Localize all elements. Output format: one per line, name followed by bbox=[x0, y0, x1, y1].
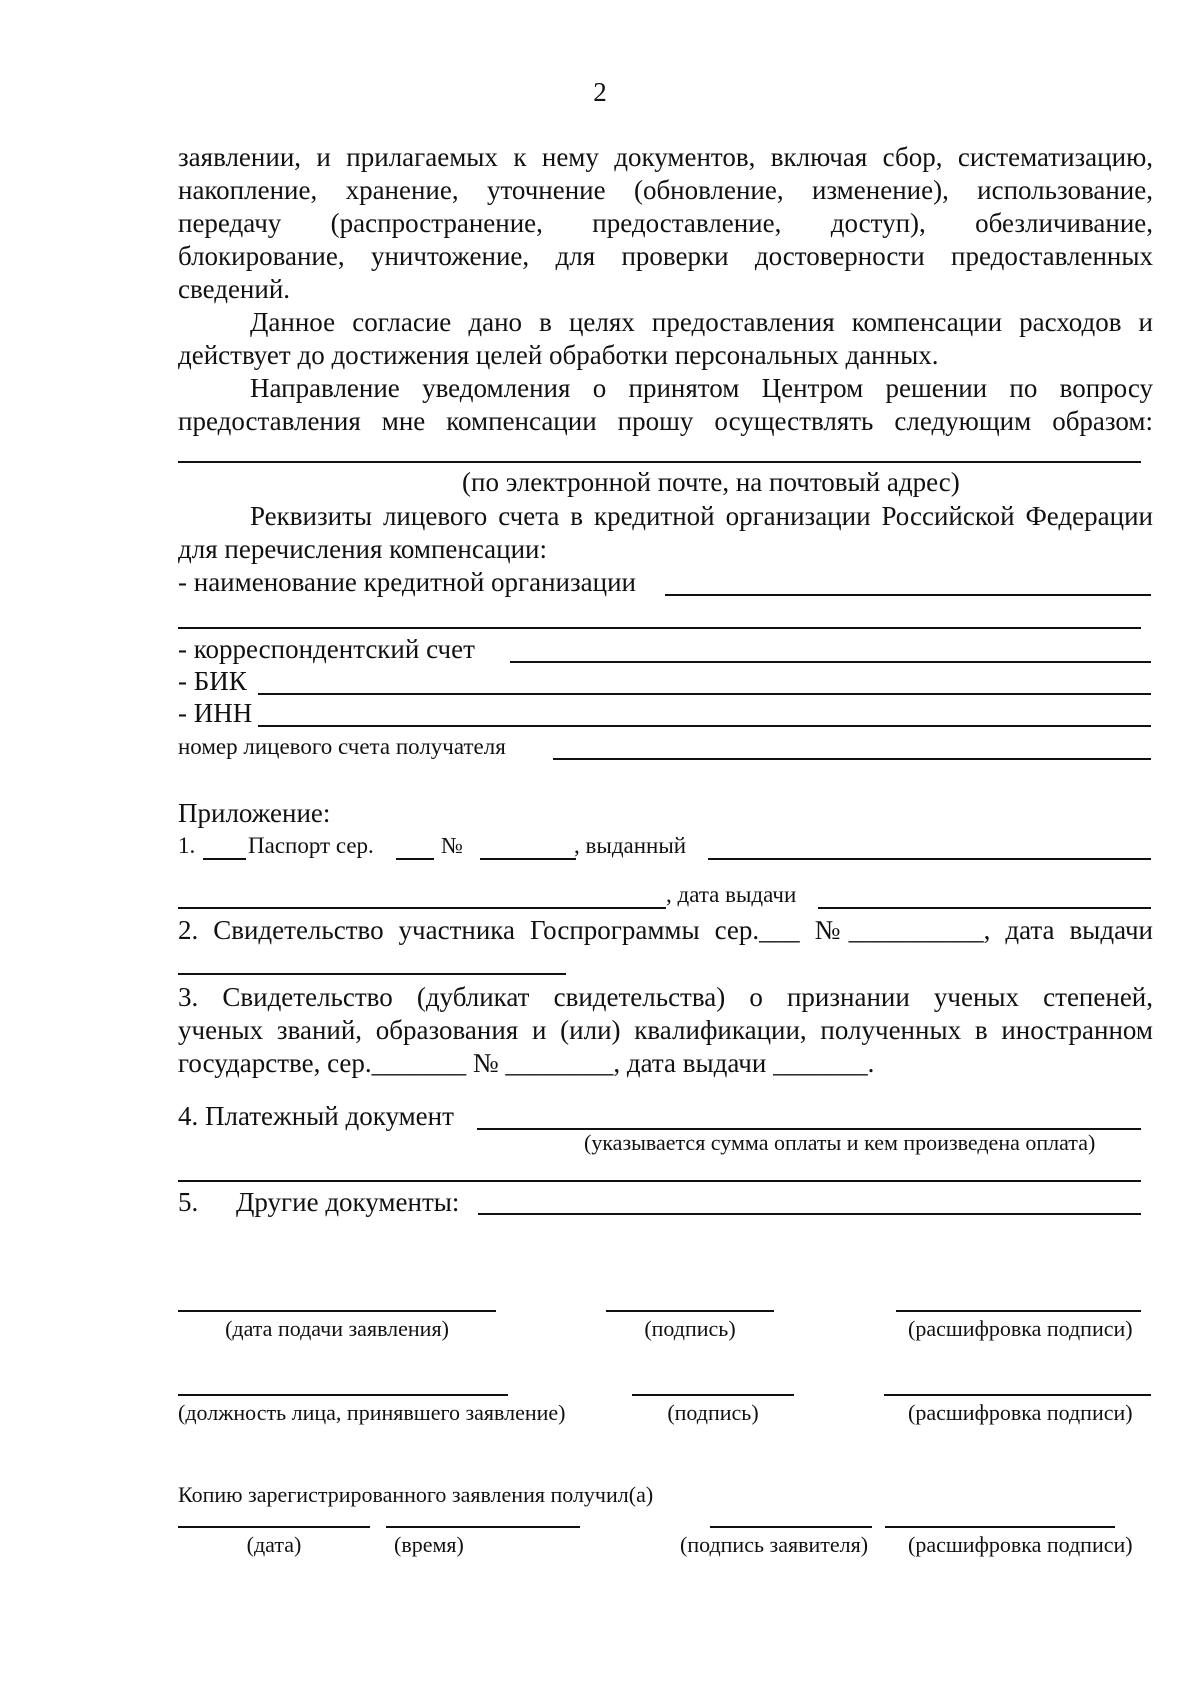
official-transcript-line[interactable] bbox=[884, 1394, 1151, 1396]
applicant-transcript-caption: (расшифровка подписи) bbox=[908, 1532, 1133, 1557]
appendix-item3-line: 3. Свидетельство (дубликат свидетельства) о признании ученых степеней, bbox=[178, 982, 1153, 1012]
official-position-caption: (должность лица, принявшего заявление) bbox=[178, 1400, 566, 1425]
passport-issued-field-continued[interactable] bbox=[178, 907, 666, 909]
receipt-date-caption: (дата) bbox=[246, 1532, 302, 1557]
signature-line[interactable] bbox=[606, 1310, 774, 1312]
receipt-date-line[interactable] bbox=[178, 1526, 370, 1528]
submission-date-line[interactable] bbox=[178, 1310, 496, 1312]
body-line: блокирование, уничтожение, для проверки достоверности предоставленных bbox=[178, 241, 1153, 271]
other-documents-field[interactable] bbox=[478, 1213, 1141, 1215]
signature-transcript-line[interactable] bbox=[896, 1310, 1141, 1312]
appendix-item2: 2. Свидетельство участника Госпрограммы сер.___ №__________, дата выдачи bbox=[178, 915, 1153, 945]
other-documents-label: Другие документы: bbox=[236, 1187, 460, 1217]
bank-name-field[interactable] bbox=[665, 594, 1151, 596]
body-line: заявлении, и прилагаемых к нему документов, включая сбор, систематизацию, bbox=[178, 142, 1153, 172]
signature-caption: (подпись) bbox=[644, 1316, 736, 1341]
receipt-time-line[interactable] bbox=[386, 1526, 580, 1528]
requisites-line: для перечисления компенсации: bbox=[178, 534, 548, 564]
notify-line: предоставления мне компенсации прошу осуществлять следующим образом: bbox=[178, 406, 1153, 436]
passport-series-label: Паспорт сер. bbox=[248, 833, 374, 858]
passport-issued-label: , выданный bbox=[574, 833, 687, 858]
notify-method-field[interactable] bbox=[178, 461, 1141, 463]
corr-account-label: - корреспондентский счет bbox=[178, 634, 475, 664]
applicant-signature-caption: (подпись заявителя) bbox=[680, 1532, 869, 1557]
appendix-item1-blank[interactable] bbox=[203, 858, 246, 860]
submission-date-caption: (дата подачи заявления) bbox=[225, 1316, 449, 1341]
consent-line: Данное согласие дано в целях предоставления компенсации расходов и bbox=[250, 307, 1153, 337]
official-signature-caption: (подпись) bbox=[667, 1400, 759, 1425]
bank-name-label: - наименование кредитной организации bbox=[178, 567, 636, 597]
applicant-transcript-line[interactable] bbox=[885, 1526, 1115, 1528]
appendix-item3-line: государстве, сер._______ № ________, дата выдачи _______. bbox=[178, 1048, 875, 1078]
payment-document-field-continued[interactable] bbox=[178, 1180, 1141, 1182]
consent-line: действует до достижения целей обработки персональных данных. bbox=[178, 340, 939, 370]
body-line: сведений. bbox=[178, 274, 291, 304]
appendix-title: Приложение: bbox=[178, 798, 331, 828]
bik-label: - БИК bbox=[178, 666, 247, 696]
official-signature-line[interactable] bbox=[632, 1394, 794, 1396]
payment-document-label: 4. Платежный документ bbox=[178, 1101, 454, 1131]
appendix-item3-line: ученых званий, образования и (или) квалификации, полученных в иностранном bbox=[178, 1015, 1153, 1045]
notify-hint: (по электронной почте, на почтовый адрес) bbox=[462, 467, 960, 497]
bank-name-field-continued[interactable] bbox=[178, 627, 1141, 629]
signature-transcript-caption: (расшифровка подписи) bbox=[908, 1316, 1133, 1341]
passport-date-field[interactable] bbox=[818, 907, 1151, 909]
passport-number-field[interactable] bbox=[480, 858, 576, 860]
official-transcript-caption: (расшифровка подписи) bbox=[908, 1400, 1133, 1425]
official-position-line[interactable] bbox=[178, 1394, 508, 1396]
passport-issued-field[interactable] bbox=[708, 858, 1151, 860]
receipt-time-caption: (время) bbox=[394, 1532, 464, 1557]
payment-document-hint: (указывается сумма оплаты и кем произведена оплата) bbox=[584, 1130, 1096, 1155]
body-line: накопление, хранение, уточнение (обновление, изменение), использование, bbox=[178, 175, 1153, 205]
inn-label: - ИНН bbox=[178, 698, 253, 728]
account-number-field[interactable] bbox=[553, 758, 1151, 760]
appendix-item5-number: 5. bbox=[178, 1187, 199, 1217]
body-line: передачу (распространение, предоставление, доступ), обезличивание, bbox=[178, 208, 1153, 238]
passport-date-label: , дата выдачи bbox=[666, 882, 797, 907]
copy-received-label: Копию зарегистрированного заявления получил(а) bbox=[178, 1482, 654, 1507]
certificate-date-field[interactable] bbox=[178, 973, 566, 975]
page-number: 2 bbox=[593, 77, 607, 107]
requisites-line: Реквизиты лицевого счета в кредитной организации Российской Федерации bbox=[250, 501, 1153, 531]
passport-series-field[interactable] bbox=[396, 858, 434, 860]
bik-field[interactable] bbox=[258, 693, 1151, 695]
corr-account-field[interactable] bbox=[510, 661, 1151, 663]
applicant-signature-line[interactable] bbox=[710, 1526, 872, 1528]
passport-number-label: № bbox=[441, 833, 463, 858]
appendix-item-number: 1. bbox=[178, 833, 196, 858]
notify-line: Направление уведомления о принятом Центром решении по вопросу bbox=[250, 373, 1153, 403]
account-number-label: номер лицевого счета получателя bbox=[178, 734, 506, 759]
inn-field[interactable] bbox=[258, 725, 1151, 727]
